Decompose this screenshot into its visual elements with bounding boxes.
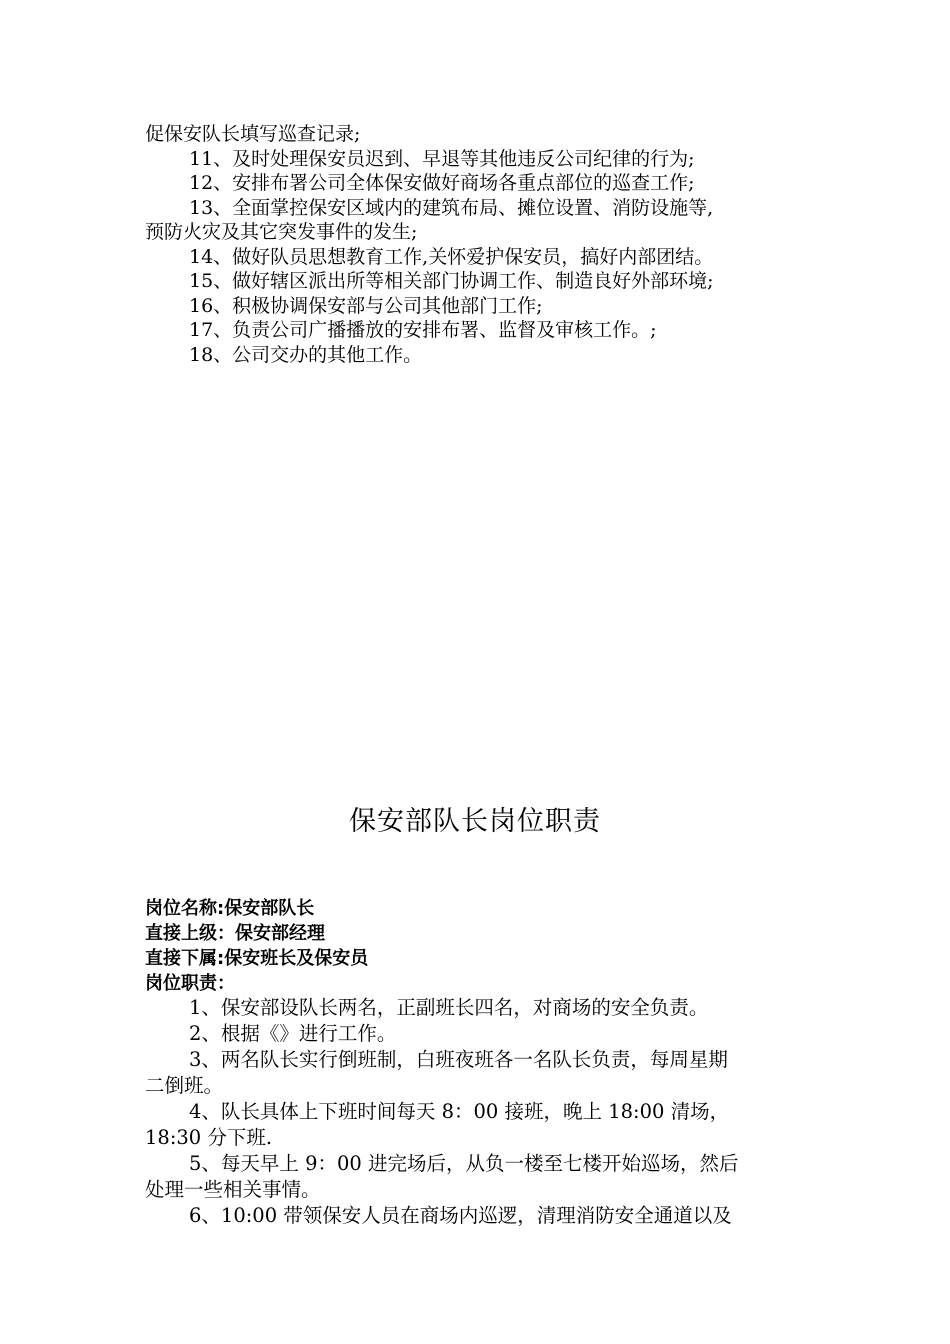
text-line: 14、做好队员思想教育工作,关怀爱护保安员，搞好内部团结。: [189, 245, 714, 268]
text-line: 12、安排布署公司全体保安做好商场各重点部位的巡查工作;: [189, 172, 695, 194]
text-line: 17、负责公司广播播放的安排布署、监督及审核工作。;: [189, 319, 657, 341]
text-line: 1、保安部设队长两名，正副班长四名，对商场的安全负责。: [189, 996, 709, 1019]
text-line: 13、全面掌控保安区域内的建筑布局、摊位设置、消防设施等,: [189, 196, 714, 219]
text-line: 15、做好辖区派出所等相关部门协调工作、制造良好外部环境;: [189, 270, 714, 292]
position-info: [145, 896, 825, 996]
text-line: 促保安队长填写巡查记录;: [145, 123, 361, 145]
duties-heading: 岗位职责：: [145, 973, 235, 994]
text-line: 16、积极协调保安部与公司其他部门工作;: [189, 294, 543, 317]
section1-text: [145, 122, 825, 367]
text-line: 预防火灾及其它突发事件的发生;: [145, 221, 418, 243]
section2-text: [145, 995, 825, 1229]
text-line: 处理一些相关事情。: [145, 1178, 321, 1201]
text-line: 3、两名队长实行倒班制，白班夜班各一名队长负责，每周星期: [189, 1048, 728, 1071]
section-title: 保安部队长岗位职责: [349, 806, 601, 837]
direct-superior-label: 直接上级：保安部经理: [145, 923, 325, 944]
position-name-label: 岗位名称:保安部队长: [145, 898, 315, 919]
text-line: 11、及时处理保安员迟到、早退等其他违反公司纪律的行为;: [189, 147, 695, 170]
direct-subordinate-label: 直接下属:保安班长及保安员: [145, 948, 369, 969]
text-line: 2、根据《》进行工作。: [189, 1022, 397, 1045]
text-line: 18:30 分下班.: [145, 1126, 273, 1149]
text-line: 6、10:00 带领保安人员在商场内巡逻，清理消防安全通道以及: [189, 1204, 732, 1227]
text-line: 5、每天早上 9：00 进完场后，从负一楼至七楼开始巡场，然后: [189, 1152, 739, 1175]
text-line: 18、公司交办的其他工作。: [189, 343, 423, 366]
text-line: 二倒班。: [145, 1074, 224, 1097]
text-line: 4、队长具体上下班时间每天 8：00 接班，晚上 18:00 清场，: [189, 1100, 730, 1123]
